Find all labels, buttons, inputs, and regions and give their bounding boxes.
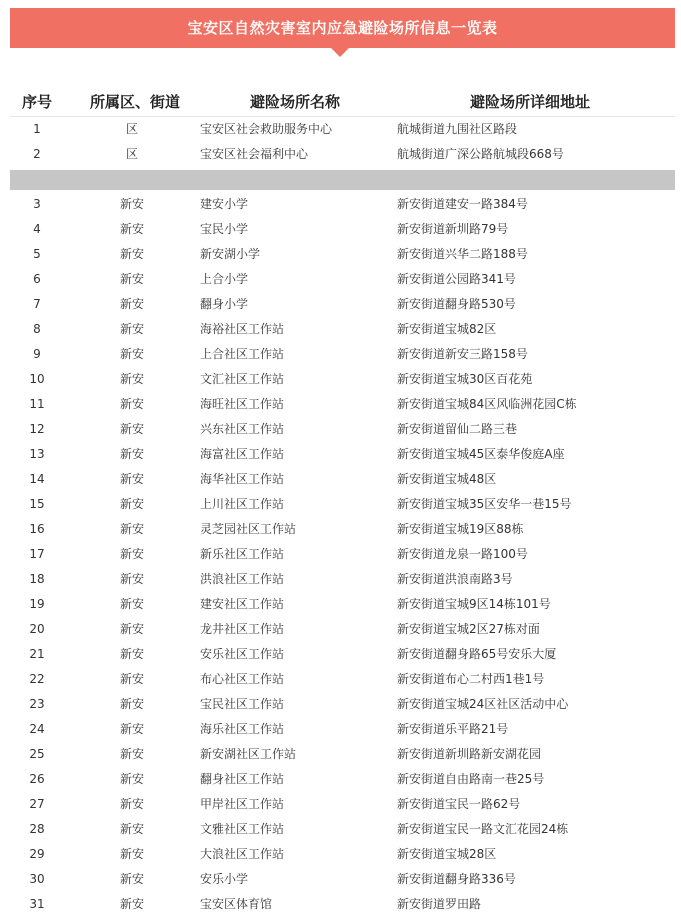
- cell-no: 31: [29, 897, 45, 911]
- cell-no: 11: [29, 397, 45, 411]
- table-row: [10, 117, 675, 142]
- cell-no: 10: [29, 372, 45, 386]
- cell-district: 区: [125, 122, 138, 136]
- cell-district: 新安: [119, 322, 144, 336]
- cell-address: 新安街道宝城84区风临洲花园C栋: [397, 397, 577, 411]
- cell-name: 上合小学: [200, 272, 249, 286]
- cell-district: 新安: [119, 422, 144, 436]
- cell-address: 新安街道宝城28区: [397, 847, 497, 861]
- table-row: [10, 717, 675, 742]
- cell-district: 新安: [119, 897, 144, 911]
- cell-no: 4: [33, 222, 41, 236]
- cell-no: 26: [29, 772, 45, 786]
- cell-district: 新安: [119, 697, 144, 711]
- cell-no: 12: [29, 422, 45, 436]
- cell-district: 新安: [119, 272, 144, 286]
- cell-district: 新安: [119, 747, 144, 761]
- cell-address: 新安街道宝城24区社区活动中心: [397, 697, 569, 711]
- table-row: [10, 742, 675, 767]
- cell-name: 海华社区工作站: [200, 472, 285, 486]
- table-row: [10, 192, 675, 217]
- cell-name: 新乐社区工作站: [200, 547, 285, 561]
- table-row: [10, 867, 675, 892]
- cell-name: 上川社区工作站: [200, 497, 285, 511]
- cell-no: 22: [29, 672, 45, 686]
- cell-name: 安乐小学: [200, 872, 249, 886]
- cell-address: 新安街道罗田路: [397, 897, 482, 911]
- cell-name: 甲岸社区工作站: [200, 797, 285, 811]
- cell-address: 新安街道宝民一路62号: [397, 797, 521, 811]
- cell-district: 新安: [119, 572, 144, 586]
- cell-name: 宝安区体育馆: [200, 897, 273, 911]
- cell-address: 新安街道宝城19区88栋: [397, 522, 524, 536]
- cell-district: 新安: [119, 872, 144, 886]
- cell-district: 新安: [119, 797, 144, 811]
- table-row: [10, 367, 675, 392]
- cell-name: 文雅社区工作站: [200, 822, 285, 836]
- header-district: 所属区、街道: [89, 93, 180, 111]
- cell-district: 新安: [119, 497, 144, 511]
- table-row: [10, 392, 675, 417]
- cell-no: 13: [29, 447, 45, 461]
- cell-name: 新安湖小学: [200, 247, 261, 261]
- cell-name: 宝民小学: [200, 222, 249, 236]
- cell-district: 新安: [119, 647, 144, 661]
- cell-address: 新安街道翻身路530号: [397, 297, 516, 311]
- table-row: [10, 267, 675, 292]
- table-group-xinan: [10, 192, 675, 917]
- table-row: [10, 217, 675, 242]
- cell-district: 新安: [119, 522, 144, 536]
- table-row: [10, 642, 675, 667]
- cell-address: 新安街道留仙二路三巷: [397, 422, 518, 436]
- cell-district: 新安: [119, 472, 144, 486]
- cell-name: 海富社区工作站: [200, 447, 285, 461]
- cell-no: 14: [29, 472, 45, 486]
- table-row: [10, 492, 675, 517]
- cell-address: 新安街道宝城45区泰华俊庭A座: [397, 447, 565, 461]
- cell-name: 洪浪社区工作站: [200, 572, 285, 586]
- cell-district: 区: [125, 147, 138, 161]
- cell-no: 23: [29, 697, 45, 711]
- cell-district: 新安: [119, 622, 144, 636]
- cell-address: 新安街道新圳路新安湖花园: [397, 747, 542, 761]
- cell-district: 新安: [119, 672, 144, 686]
- table-row: [10, 442, 675, 467]
- cell-address: 新安街道宝城2区27栋对面: [397, 622, 540, 636]
- cell-no: 3: [33, 197, 41, 211]
- table-row: [10, 417, 675, 442]
- cell-district: 新安: [119, 847, 144, 861]
- cell-no: 24: [29, 722, 45, 736]
- table-row: [10, 792, 675, 817]
- table-row: [10, 467, 675, 492]
- cell-address: 新安街道兴华二路188号: [397, 247, 528, 261]
- page-title: 宝安区自然灾害室内应急避险场所信息一览表: [187, 19, 498, 37]
- cell-address: 新安街道布心二村西1巷1号: [397, 672, 545, 686]
- cell-name: 海旺社区工作站: [200, 397, 285, 411]
- cell-district: 新安: [119, 722, 144, 736]
- banner-pointer: [331, 48, 349, 57]
- cell-name: 新安湖社区工作站: [200, 747, 297, 761]
- cell-no: 5: [33, 247, 41, 261]
- table-header: [10, 86, 675, 117]
- cell-no: 16: [29, 522, 45, 536]
- cell-name: 布心社区工作站: [200, 672, 285, 686]
- cell-address: 新安街道建安一路384号: [397, 197, 528, 211]
- cell-no: 8: [33, 322, 41, 336]
- shelter-table: [10, 86, 675, 917]
- cell-name: 翻身社区工作站: [200, 772, 285, 786]
- table-row: [10, 142, 675, 167]
- cell-no: 30: [29, 872, 45, 886]
- table-row: [10, 342, 675, 367]
- table-row: [10, 767, 675, 792]
- cell-district: 新安: [119, 297, 144, 311]
- cell-address: 航城街道九围社区路段: [397, 122, 518, 136]
- cell-address: 新安街道公园路341号: [397, 272, 516, 286]
- cell-address: 航城街道广深公路航城段668号: [397, 147, 564, 161]
- cell-name: 宝民社区工作站: [200, 697, 285, 711]
- cell-name: 上合社区工作站: [200, 347, 285, 361]
- cell-address: 新安街道宝城30区百花苑: [397, 372, 533, 386]
- cell-name: 海裕社区工作站: [200, 322, 285, 336]
- table-row: [10, 567, 675, 592]
- table-row: [10, 892, 675, 917]
- cell-no: 18: [29, 572, 45, 586]
- cell-district: 新安: [119, 222, 144, 236]
- cell-district: 新安: [119, 397, 144, 411]
- cell-name: 建安社区工作站: [200, 597, 285, 611]
- table-row: [10, 292, 675, 317]
- cell-address: 新安街道宝民一路文汇花园24栋: [397, 822, 569, 836]
- cell-name: 龙井社区工作站: [200, 622, 285, 636]
- table-row: [10, 842, 675, 867]
- cell-no: 17: [29, 547, 45, 561]
- cell-no: 9: [33, 347, 41, 361]
- cell-district: 新安: [119, 597, 144, 611]
- cell-district: 新安: [119, 447, 144, 461]
- cell-no: 20: [29, 622, 45, 636]
- table-row: [10, 317, 675, 342]
- cell-address: 新安街道新安三路158号: [397, 347, 528, 361]
- cell-district: 新安: [119, 822, 144, 836]
- table-row: [10, 517, 675, 542]
- cell-address: 新安街道翻身路65号安乐大厦: [397, 647, 557, 661]
- cell-no: 15: [29, 497, 45, 511]
- cell-no: 21: [29, 647, 45, 661]
- cell-name: 灵芝园社区工作站: [200, 522, 297, 536]
- table-row: [10, 542, 675, 567]
- cell-no: 6: [33, 272, 41, 286]
- cell-name: 翻身小学: [200, 297, 249, 311]
- header-name: 避险场所名称: [250, 93, 341, 111]
- cell-address: 新安街道宝城82区: [397, 322, 497, 336]
- cell-address: 新安街道新圳路79号: [397, 222, 509, 236]
- cell-district: 新安: [119, 372, 144, 386]
- cell-district: 新安: [119, 772, 144, 786]
- cell-name: 宝安区社会救助服务中心: [200, 122, 333, 136]
- cell-address: 新安街道龙泉一路100号: [397, 547, 528, 561]
- cell-no: 7: [33, 297, 41, 311]
- title-banner: [10, 8, 675, 48]
- cell-name: 海乐社区工作站: [200, 722, 285, 736]
- cell-no: 25: [29, 747, 45, 761]
- table-row: [10, 667, 675, 692]
- cell-district: 新安: [119, 547, 144, 561]
- table-row: [10, 692, 675, 717]
- cell-name: 建安小学: [200, 197, 249, 211]
- cell-address: 新安街道宝城35区安华一巷15号: [397, 497, 572, 511]
- cell-name: 安乐社区工作站: [200, 647, 285, 661]
- cell-district: 新安: [119, 197, 144, 211]
- cell-address: 新安街道宝城48区: [397, 472, 497, 486]
- cell-address: 新安街道自由路南一巷25号: [397, 772, 545, 786]
- cell-address: 新安街道翻身路336号: [397, 872, 516, 886]
- header-no: 序号: [21, 93, 52, 111]
- table-row: [10, 617, 675, 642]
- table-row: [10, 592, 675, 617]
- table-row: [10, 817, 675, 842]
- cell-district: 新安: [119, 247, 144, 261]
- cell-address: 新安街道宝城9区14栋101号: [397, 597, 551, 611]
- cell-address: 新安街道洪浪南路3号: [397, 572, 513, 586]
- cell-no: 27: [29, 797, 45, 811]
- cell-name: 宝安区社会福利中心: [200, 147, 309, 161]
- table-row: [10, 242, 675, 267]
- cell-address: 新安街道乐平路21号: [397, 722, 509, 736]
- cell-name: 大浪社区工作站: [200, 847, 285, 861]
- cell-name: 文汇社区工作站: [200, 372, 285, 386]
- cell-name: 兴东社区工作站: [200, 422, 285, 436]
- cell-district: 新安: [119, 347, 144, 361]
- cell-no: 19: [29, 597, 45, 611]
- group-separator: [10, 170, 675, 190]
- cell-no: 1: [33, 122, 41, 136]
- cell-no: 2: [33, 147, 41, 161]
- cell-no: 29: [29, 847, 45, 861]
- cell-no: 28: [29, 822, 45, 836]
- table-group-district: [10, 117, 675, 167]
- header-address: 避险场所详细地址: [470, 93, 591, 111]
